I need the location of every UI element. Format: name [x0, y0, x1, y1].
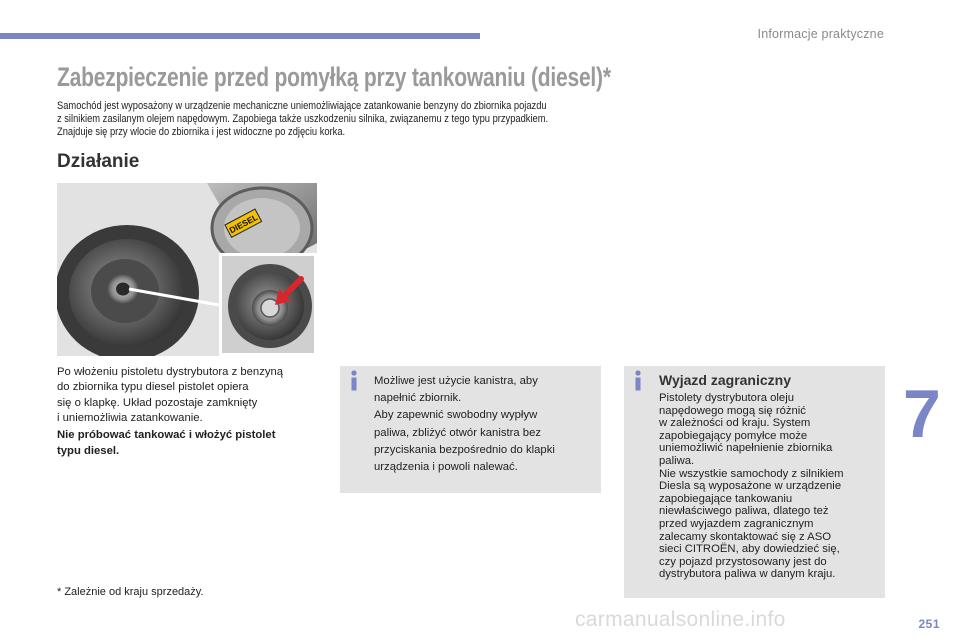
info-line: w zależności od kraju. System	[659, 417, 811, 430]
header-accent-bar	[0, 33, 480, 39]
info-line: napędowego mogą się różnić	[659, 404, 806, 417]
info-line: przyciskania bezpośrednio do klapki	[374, 443, 555, 456]
info-line: paliwa, zbliżyć otwór kanistra bez	[374, 426, 542, 439]
intro-paragraph	[57, 100, 582, 139]
info-line: urządzenia i powoli nalewać.	[374, 461, 518, 474]
operation-line: się o klapkę. Układ pozostaje zamknięty	[57, 396, 258, 409]
info-line: sieci CITROËN, aby dowiedzieć się,	[659, 543, 840, 556]
operation-line: Po włożeniu pistoletu dystrybutora z benzyną	[57, 366, 284, 378]
info-line: przed wyjazdem zagranicznym	[659, 517, 814, 530]
info-line: dystrybutora paliwa w danym kraju.	[659, 568, 836, 581]
info-line: napełnić zbiornik.	[374, 392, 462, 405]
operation-line: do zbiornika typu diesel pistolet opiera	[57, 381, 249, 394]
info-icon	[348, 370, 360, 392]
info-line: paliwa.	[659, 454, 695, 467]
footnote: * Zależnie od kraju sprzedaży.	[57, 586, 204, 598]
warning-line: Nie próbować tankować i włożyć pistolet	[57, 428, 276, 441]
info-box-canister-text	[374, 373, 594, 476]
info-line: Nie wszystkie samochody z silnikiem	[659, 467, 844, 480]
info-line: Aby zapewnić swobodny wypływ	[374, 409, 538, 422]
fuel-filler-photo	[57, 183, 317, 356]
page-number: 251	[918, 617, 940, 631]
info-line: niewłaściwego paliwa, dlatego też	[659, 505, 829, 518]
section-header: Informacje praktyczne	[757, 27, 884, 41]
info-line: Pistolety dystrybutora oleju	[659, 392, 795, 404]
info-icon	[632, 370, 644, 392]
watermark: carmanualsonline.info	[575, 608, 786, 631]
intro-line: z silnikiem zasilanym olejem napędowym. Zapobiega także uszkodzeniu silnika, związanemu z tego typu przypadkiem.	[57, 113, 549, 125]
intro-line: Samochód jest wyposażony w urządzenie mechaniczne uniemożliwiające zatankowanie benzyny do zbiornika pojazdu	[57, 100, 547, 112]
diesel-label-text: DIESEL	[227, 212, 260, 236]
intro-line: Znajduje się przy wlocie do zbiornika i jest widoczne po zdjęciu korka.	[57, 126, 346, 138]
info-line: uniemożliwić napełnienie zbiornika	[659, 442, 833, 455]
info-line: Diesla są wyposażone w urządzenie	[659, 480, 842, 493]
info-line: zapobiegający pomyłce może	[659, 429, 808, 442]
operation-description	[57, 365, 317, 459]
info-line: Możliwe jest użycie kanistra, aby	[374, 375, 538, 387]
page-title: Zabezpieczenie przed pomyłką przy tankowaniu (diesel)*	[57, 62, 611, 92]
info-line: zalecamy skontaktować się z ASO	[659, 530, 832, 543]
fuel-filler-illustration	[57, 183, 317, 356]
warning-line: typu diesel.	[57, 445, 120, 458]
chapter-number: 7	[903, 376, 941, 452]
info-box-abroad-text	[659, 392, 881, 581]
info-box-abroad-heading: Wyjazd zagraniczny	[659, 372, 792, 388]
section-heading-operation: Działanie	[57, 151, 140, 172]
info-line: czy pojazd przystosowany jest do	[659, 555, 827, 568]
info-line: zapobiegające tankowaniu	[659, 492, 793, 505]
operation-line: i uniemożliwia zatankowanie.	[57, 412, 203, 425]
